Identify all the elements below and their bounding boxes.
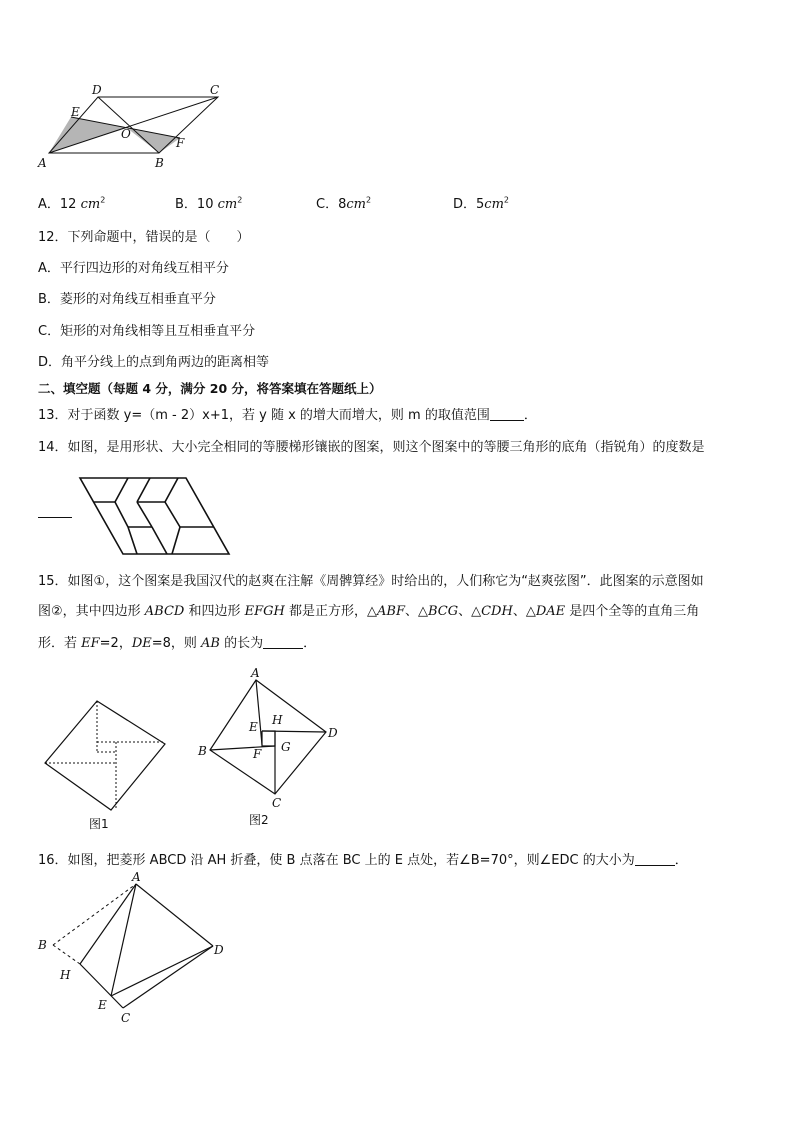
- fig2-caption: 图2: [249, 813, 269, 827]
- q12-option-d: D．角平分线上的点到角两边的距离相等: [38, 355, 270, 370]
- q16-label-d: D: [214, 943, 224, 957]
- line-ad: [136, 884, 213, 946]
- q13-question: 13．对于函数 y=（m - 2）x+1，若 y 随 x 的增大而增大，则 m 的取值范围 ．: [38, 408, 537, 423]
- label-a: A: [38, 156, 47, 170]
- q12-option-a: A．平行四边形的对角线互相平分: [38, 261, 229, 276]
- q11-option-b: B．10 $cm^2$: [175, 195, 243, 212]
- line-dc: [123, 946, 213, 1008]
- q12-option-b: B．菱形的对角线互相垂直平分: [38, 292, 216, 307]
- fig2-label-b: B: [198, 744, 207, 758]
- dashed-line-ab: [53, 884, 136, 945]
- q15-line-3: 形．若 EF=2，DE=8，则 AB 的长为 ．: [38, 636, 317, 651]
- fig2-label-a: A: [251, 666, 260, 680]
- q12-option-c: C．矩形的对角线相等且互相垂直平分: [38, 324, 256, 339]
- q16-label-a: A: [132, 870, 141, 884]
- label-c: C: [210, 83, 220, 97]
- q16-label-e: E: [98, 998, 107, 1012]
- line-ae: [111, 884, 136, 996]
- label-d: D: [92, 83, 102, 97]
- label-f: F: [176, 136, 185, 150]
- q11-option-c: C．$8cm^2$: [316, 195, 372, 212]
- fig2-label-g: G: [281, 740, 291, 754]
- q11-option-a: A．12 $cm^2$: [38, 195, 106, 212]
- fig2-label-c: C: [272, 796, 282, 810]
- label-b: B: [155, 156, 164, 170]
- dashed-line-bh: [53, 945, 80, 964]
- fig2-label-d: D: [328, 726, 338, 740]
- q15-line-2: 图②，其中四边形 ABCD 和四边形 EFGH 都是正方形，△ABF、△BCG、△CDH、△DAE 是四个全等的直角三角: [38, 604, 700, 619]
- q16-label-h: H: [60, 968, 71, 982]
- fig2-label-e: E: [249, 720, 258, 734]
- section-heading-fill-in: 二、填空题（每题 4 分，满分 20 分，将答案填在答题纸上）: [38, 381, 382, 396]
- q15-line-1: 15．如图①，这个图案是我国汉代的赵爽在注解《周髀算经》时给出的，人们称它为“赵爽弦图”．此图案的示意图如: [38, 574, 704, 589]
- q16-label-b: B: [38, 938, 47, 952]
- q16-label-c: C: [121, 1011, 131, 1025]
- fig2-label-f: F: [253, 747, 262, 761]
- q11-option-d: D．$5cm^2$: [453, 195, 509, 212]
- q12-stem: 12．下列命题中，错误的是（ ）: [38, 230, 250, 245]
- fig2-label-h: H: [272, 713, 283, 727]
- q13-text: 13．对于函数 y=（m - 2）x+1，若 y 随 x 的增大而增大，则 m 的取值范围: [38, 408, 490, 423]
- line-ed: [111, 946, 213, 996]
- label-e: E: [71, 105, 80, 119]
- q16-text: 16．如图，把菱形 ABCD 沿 AH 折叠，使 B 点落在 BC 上的 E 点处，若∠B=70°，则∠EDC 的大小为: [38, 853, 635, 868]
- label-o: O: [121, 127, 131, 141]
- q14-question: 14．如图，是用形状、大小完全相同的等腰梯形镶嵌的图案，则这个图案中的等腰三角形的底角（指锐角）的度数是: [38, 440, 705, 455]
- fig1-caption: 图1: [89, 817, 109, 831]
- q16-question: 16．如图，把菱形 ABCD 沿 AH 折叠，使 B 点落在 BC 上的 E 点处，若∠B=70°，则∠EDC 的大小为 ．: [38, 853, 688, 868]
